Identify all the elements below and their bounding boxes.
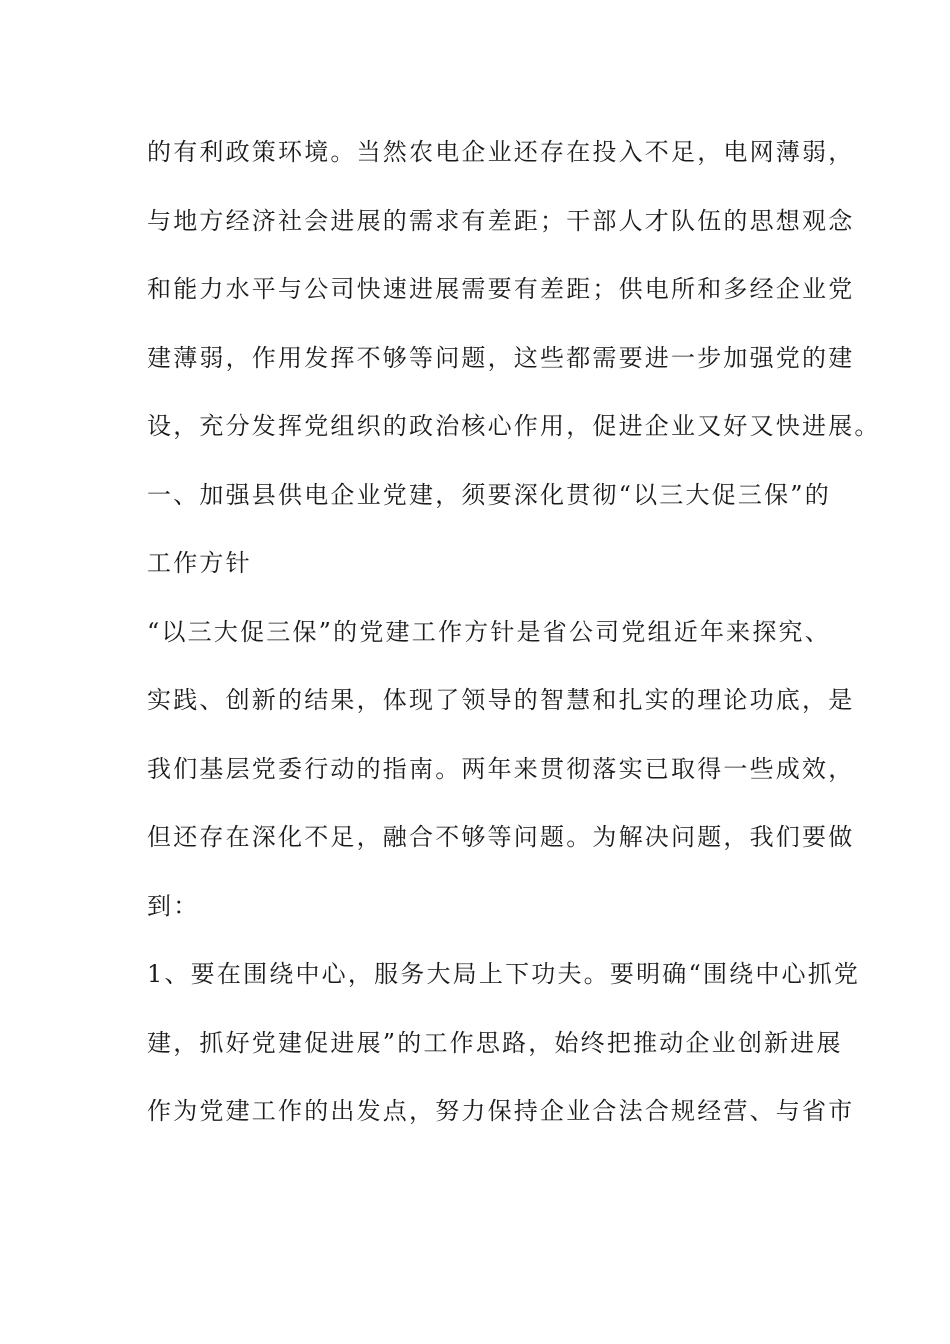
text-line: 和能力水平与公司快速进展需要有差距；供电所和多经企业党 bbox=[147, 275, 855, 303]
list-item-line: 建，抓好党建促进展”的工作思路，始终把推动企业创新进展 bbox=[147, 1028, 843, 1057]
text-line: 我们基层党委行动的指南。两年来贯彻落实已取得一些成效， bbox=[147, 754, 855, 783]
text-line: 的有利政策环境。当然农电企业还存在投入不足，电网薄弱， bbox=[147, 138, 855, 166]
list-item-line: 作为党建工作的出发点，努力保持企业合法合规经营、与省市 bbox=[147, 1097, 855, 1125]
text-line: “以三大促三保”的党建工作方针是省公司党组近年来探究、 bbox=[147, 617, 831, 646]
list-item-line: 1、要在围绕中心，服务大局上下功夫。要明确“围绕中心抓党 bbox=[147, 960, 861, 988]
text-line: 但还存在深化不足，融合不够等问题。为解决问题，我们要做 bbox=[147, 823, 855, 851]
section-heading-line: 一、加强县供电企业党建，须要深化贯彻“以三大促三保”的 bbox=[147, 480, 831, 509]
section-heading-line: 工作方针 bbox=[147, 549, 252, 577]
body-text bbox=[147, 128, 881, 1156]
text-line: 到： bbox=[147, 891, 200, 920]
text-line: 建薄弱，作用发挥不够等问题，这些都需要进一步加强党的建 bbox=[147, 343, 855, 372]
text-line: 设，充分发挥党组织的政治核心作用，促进企业又好又快进展。 bbox=[147, 412, 881, 440]
text-line: 与地方经济社会进展的需求有差距；干部人才队伍的思想观念 bbox=[147, 206, 855, 235]
text-line: 实践、创新的结果，体现了领导的智慧和扎实的理论功底，是 bbox=[147, 686, 855, 714]
